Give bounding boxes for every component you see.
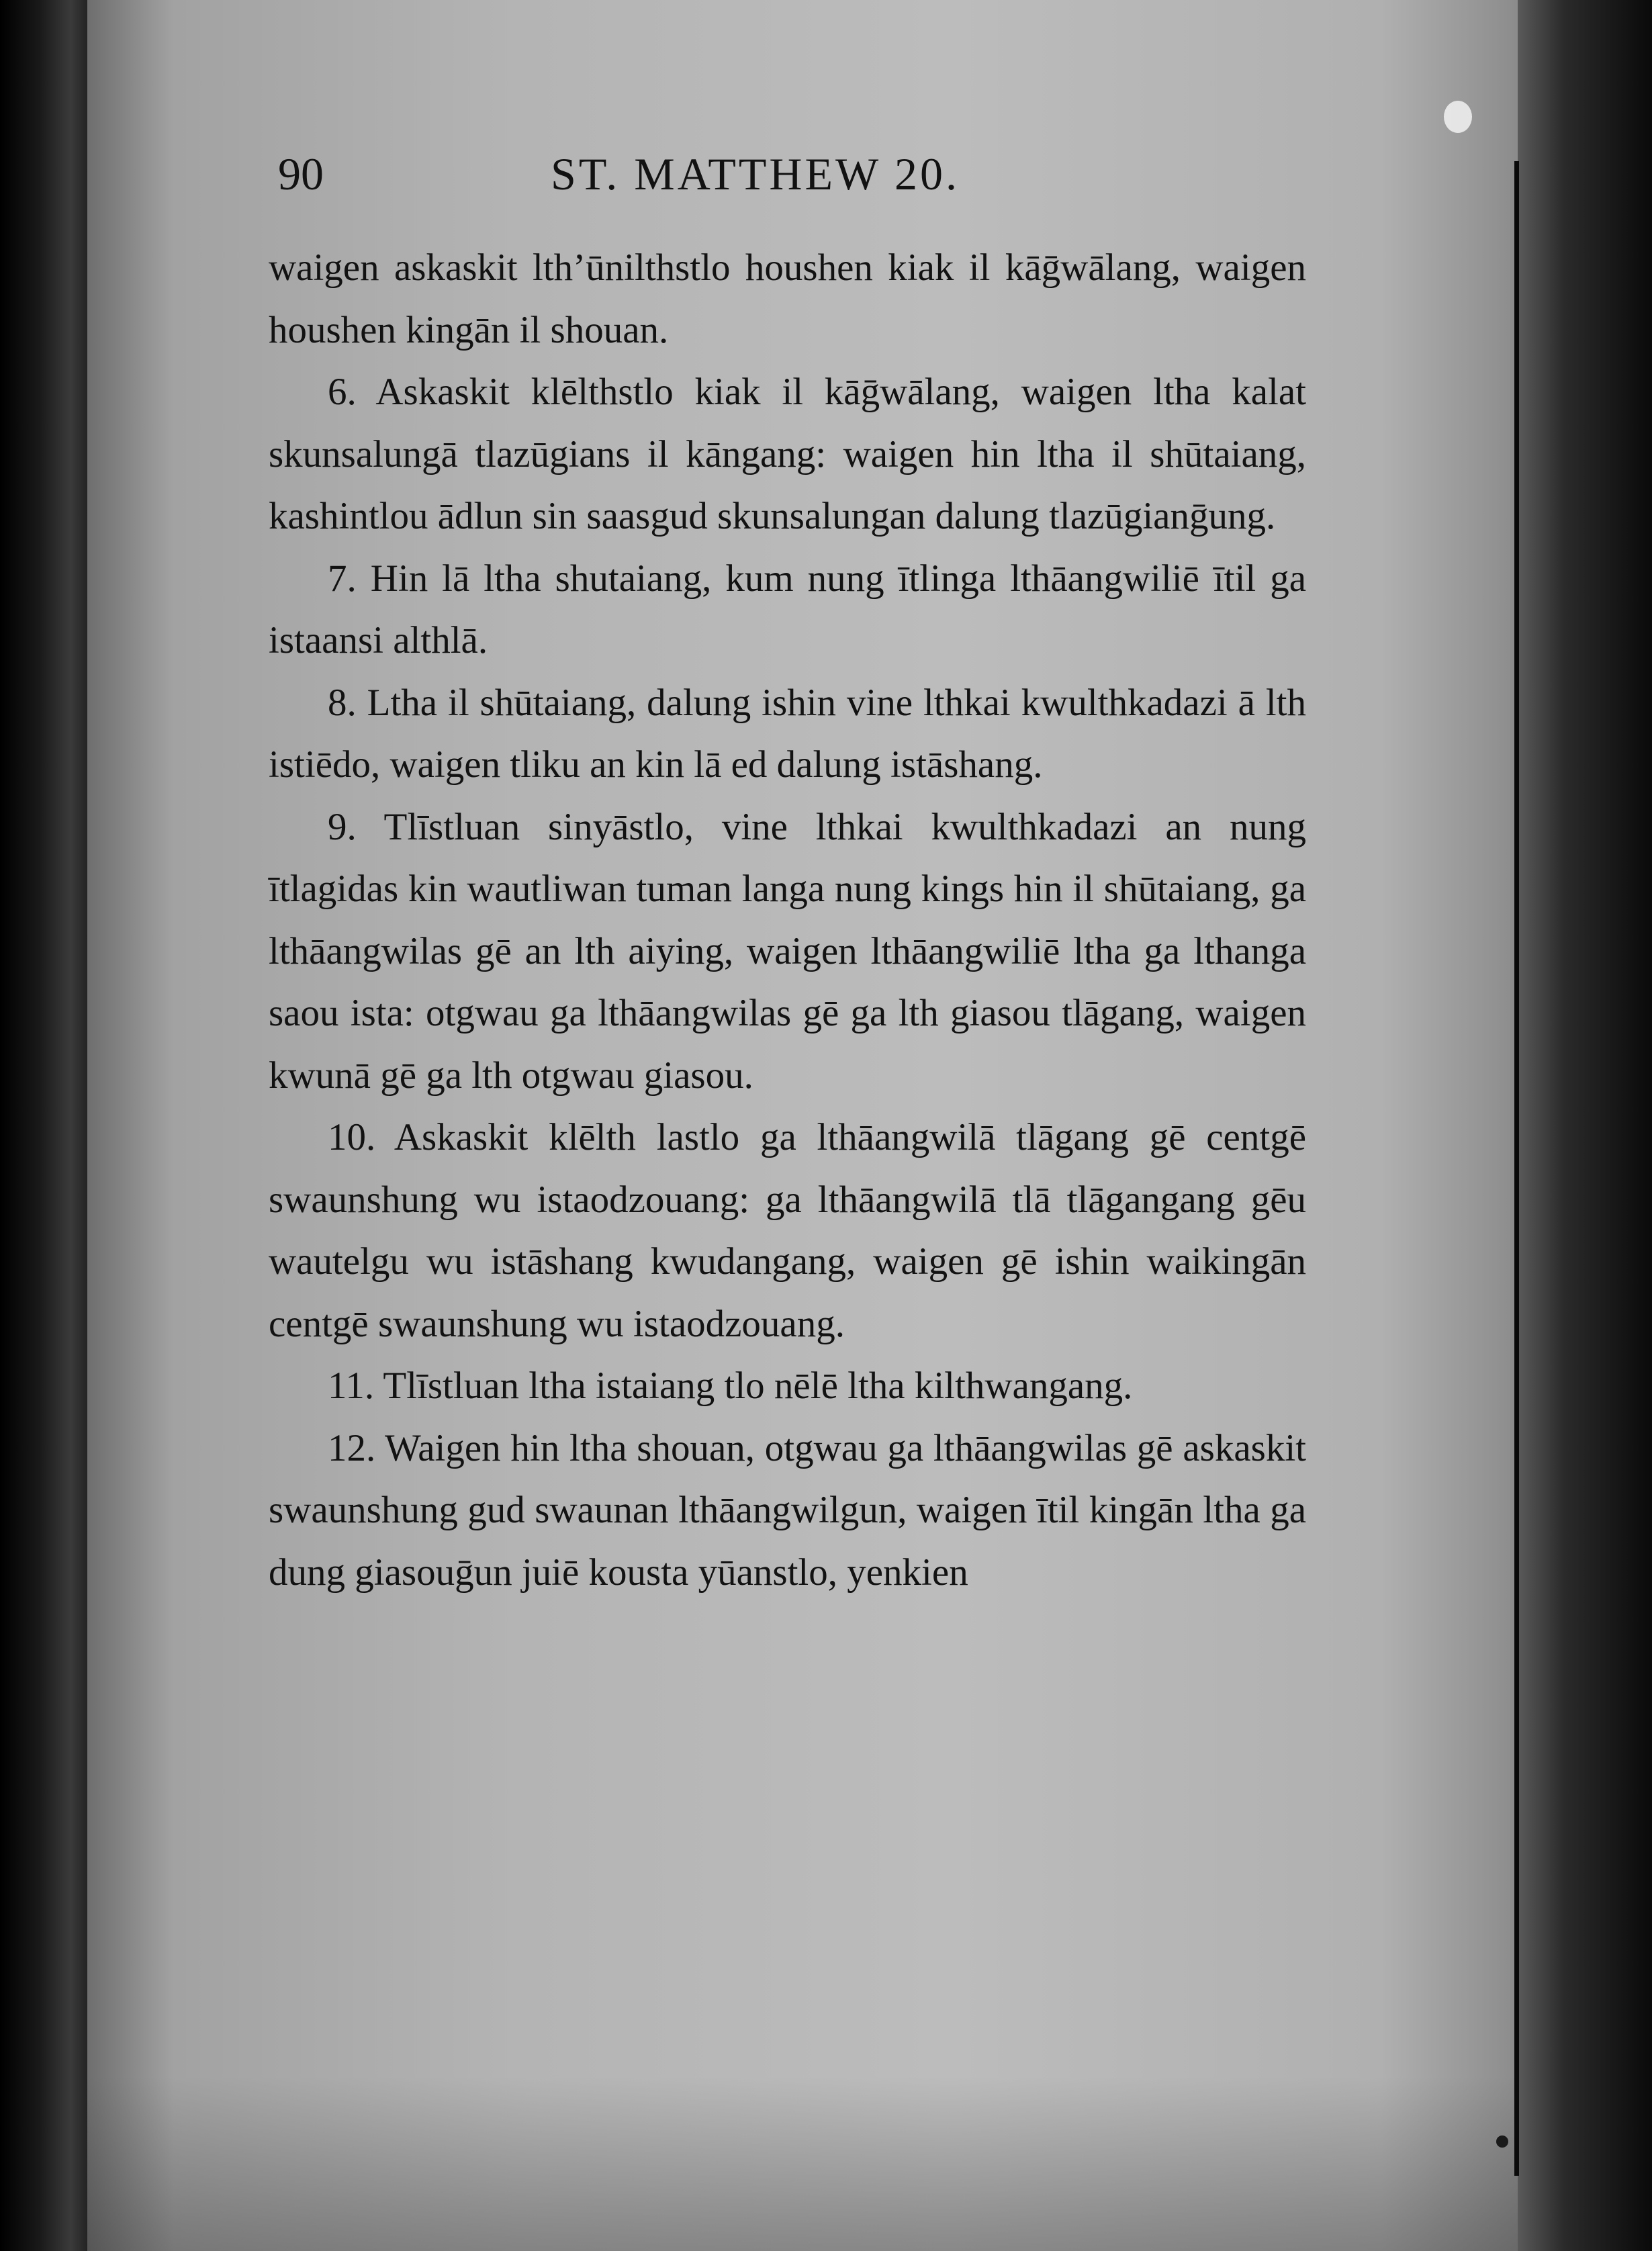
- verse-10: 10. Askaskit klēlth lastlo ga lthāangwilā tlāgang gē centgē swaunshung wu istaodzouang: ga lthāangwilā tlā tlāgangang gēu wautelgu wu istāshang kwudangang, waigen gē ishin waikingān centgē swaunshung wu istaodzouang.: [269, 1116, 1306, 1345]
- scan-speck: [1496, 2135, 1508, 2148]
- page-header: [269, 131, 1306, 205]
- scan-speck: [1444, 101, 1472, 133]
- book-edge: [1518, 0, 1652, 2251]
- paragraph-continuation: waigen askaskit lth’ūnilthstlo houshen kiak il kāḡwālang, waigen houshen kingān il shouan.: [269, 246, 1306, 351]
- verse-12: 12. Waigen hin ltha shouan, otgwau ga lthāangwilas gē askaskit swaunshung gud swaunan lthāangwilgun, waigen ītil kingān ltha ga dung giasouḡun juiē kousta yūanstlo, yenkien: [269, 1426, 1306, 1594]
- verse-9: 9. Tlīstluan sinyāstlo, vine lthkai kwulthkadazi an nung ītlagidas kin wautliwan tuman langa nung kings hin il shūtaiang, ga lthāangwilas gē an lth aiying, waigen lthāangwiliē ltha ga lthanga saou ista: otgwau ga lthāangwilas gē ga lth giasou tlāgang, waigen kwunā gē ga lth otgwau giasou.: [269, 805, 1306, 1097]
- page-border-rule: [1514, 161, 1519, 2176]
- book-gutter: [0, 0, 101, 2251]
- body-text: [269, 237, 1306, 1604]
- verse-8: 8. Ltha il shūtaiang, dalung ishin vine lthkai kwulthkadazi ā lth istiēdo, waigen tliku an kin lā ed dalung istāshang.: [269, 681, 1306, 786]
- running-head: ST. MATTHEW 20.: [551, 148, 960, 199]
- page-text: [269, 131, 1306, 1604]
- page-number: 90: [278, 148, 324, 199]
- verse-7: 7. Hin lā ltha shutaiang, kum nung ītlinga lthāangwiliē ītil ga istaansi althlā.: [269, 557, 1306, 661]
- verse-6: 6. Askaskit klēlthstlo kiak il kāḡwālang, waigen ltha kalat skunsalungā tlazūgians il kāngang: waigen hin ltha il shūtaiang, kashintlou ādlun sin saasgud skunsalungan dalung tlazūgianḡung.: [269, 371, 1306, 537]
- paper-shadow: [87, 2076, 1524, 2251]
- verse-11: 11. Tlīstluan ltha istaiang tlo nēlē ltha kilthwangang.: [328, 1365, 1133, 1407]
